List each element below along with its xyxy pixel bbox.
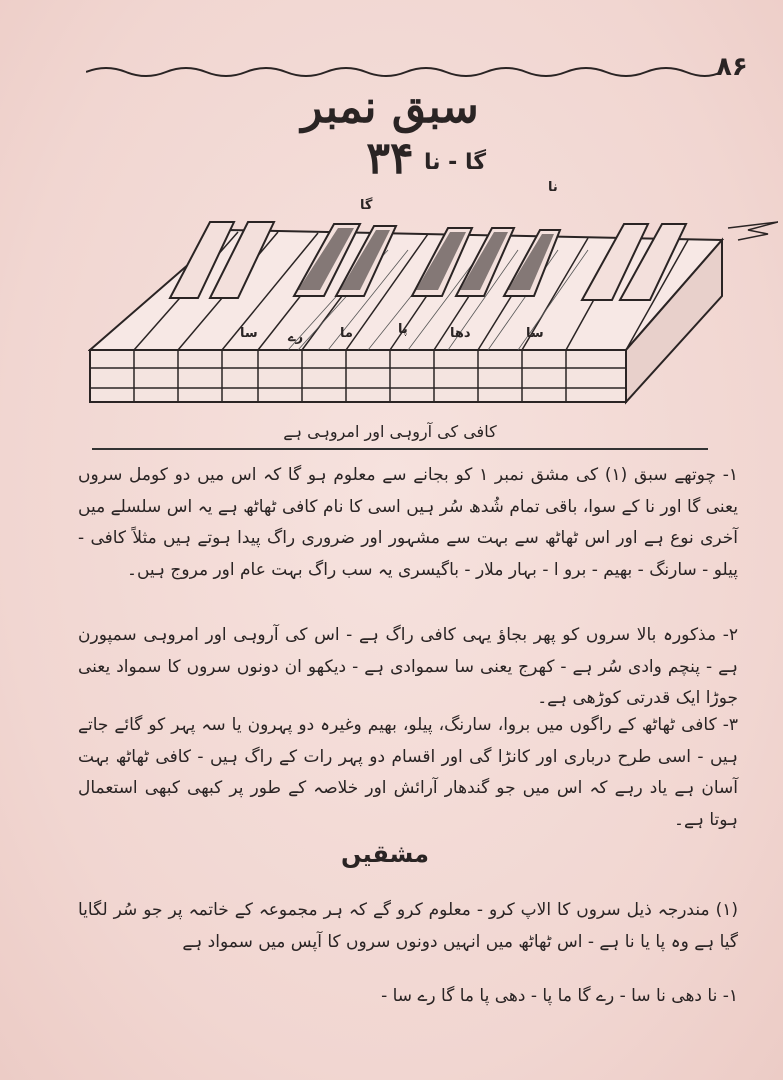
exercise-intro	[78, 895, 738, 958]
label-re: رے	[288, 330, 304, 345]
exercise-intro-text: (۱) مندرجہ ذیل سروں کا الاپ کرو - معلوم کرو گے کہ ہر مجموعہ کے خاتمہ پر جو سُر لگایا گیا ہے وہ پا یا نا ہے - اس ٹھاٹھ میں انہیں دونوں سروں کا آپس میں سمواد ہے	[78, 900, 738, 952]
paragraph-3-text: ۳- کافی ٹھاٹھ کے راگوں میں بروا، سارنگ، پیلو، بھیم وغیرہ دو پہرون یا سہ پہر کو گائے جاتے ہیں - اسی طرح درباری اور کانڑا گی اور اقسام دو پہر رات کے راگ ہیں - کافی ٹھاٹھ بہت آسان ہے یاد رہے کہ اس میں جو گندھار آرائش اور خلاصہ کے طور پر کبھی کبھی استعمال ہوتا ہے۔	[78, 715, 738, 830]
label-ga-top: گا	[360, 198, 373, 213]
paragraph-2	[78, 620, 738, 715]
piano-keyboard-illustration	[88, 200, 778, 420]
lesson-subtitle: گا - نا	[423, 150, 487, 175]
label-sa-left: سا	[240, 326, 258, 341]
label-sa-right: سا	[526, 326, 544, 341]
paragraph-2-text: ۲- مذکورہ بالا سروں کو پھر بجاؤ یہی کافی راگ ہے - اس کی آروہی اور امروہی سمپورن ہے - پنچم وادی سُر ہے - کھرج یعنی سا سموادی ہے - دیکھو ان دونوں سروں کا سمواد یعنی جوڑا ایک قدرتی کوڑھی ہے۔	[78, 625, 738, 708]
label-ma: ما	[340, 326, 353, 341]
page-number: ۸۶	[716, 52, 748, 82]
exercise-item-1: ۱- نا دھی نا سا - رے گا ما پا - دھی پا ما گا رے سا -	[381, 986, 738, 1006]
paragraph-1	[78, 460, 738, 586]
caption-divider	[92, 448, 708, 450]
paragraph-3	[78, 710, 738, 836]
label-pa: پا	[398, 322, 408, 337]
figure-caption: کافی کی آروہی اور امروہی ہے	[283, 422, 497, 441]
exercises-heading: مشقیں	[341, 840, 429, 868]
wavy-top-rule	[86, 62, 721, 82]
paragraph-1-text: ۱- چوتھے سبق (۱) کی مشق نمبر ۱ کو بجانے سے معلوم ہو گا کہ اس میں دو کومل سروں یعنی گا اور نا کے سوا، باقی تمام شُدھ سُر ہیں اسی کا نام کافی ٹھاٹھ ہے یہ اس سلسلے میں آخری نوع ہے اور اس ٹھاٹھ سے بہت سے مشہور اور ضروری راگ پیدا ہوتے ہیں مثلاً کافی - پیلو - سارنگ - بھیم - برو ا - بہار ملار - باگیسری یہ سب راگ بہت عام اور مروج ہیں۔	[78, 465, 739, 580]
lesson-title: سبق نمبر ۳۴	[301, 82, 479, 184]
label-na-top: نا	[548, 180, 558, 195]
label-dha: دھا	[450, 326, 471, 341]
